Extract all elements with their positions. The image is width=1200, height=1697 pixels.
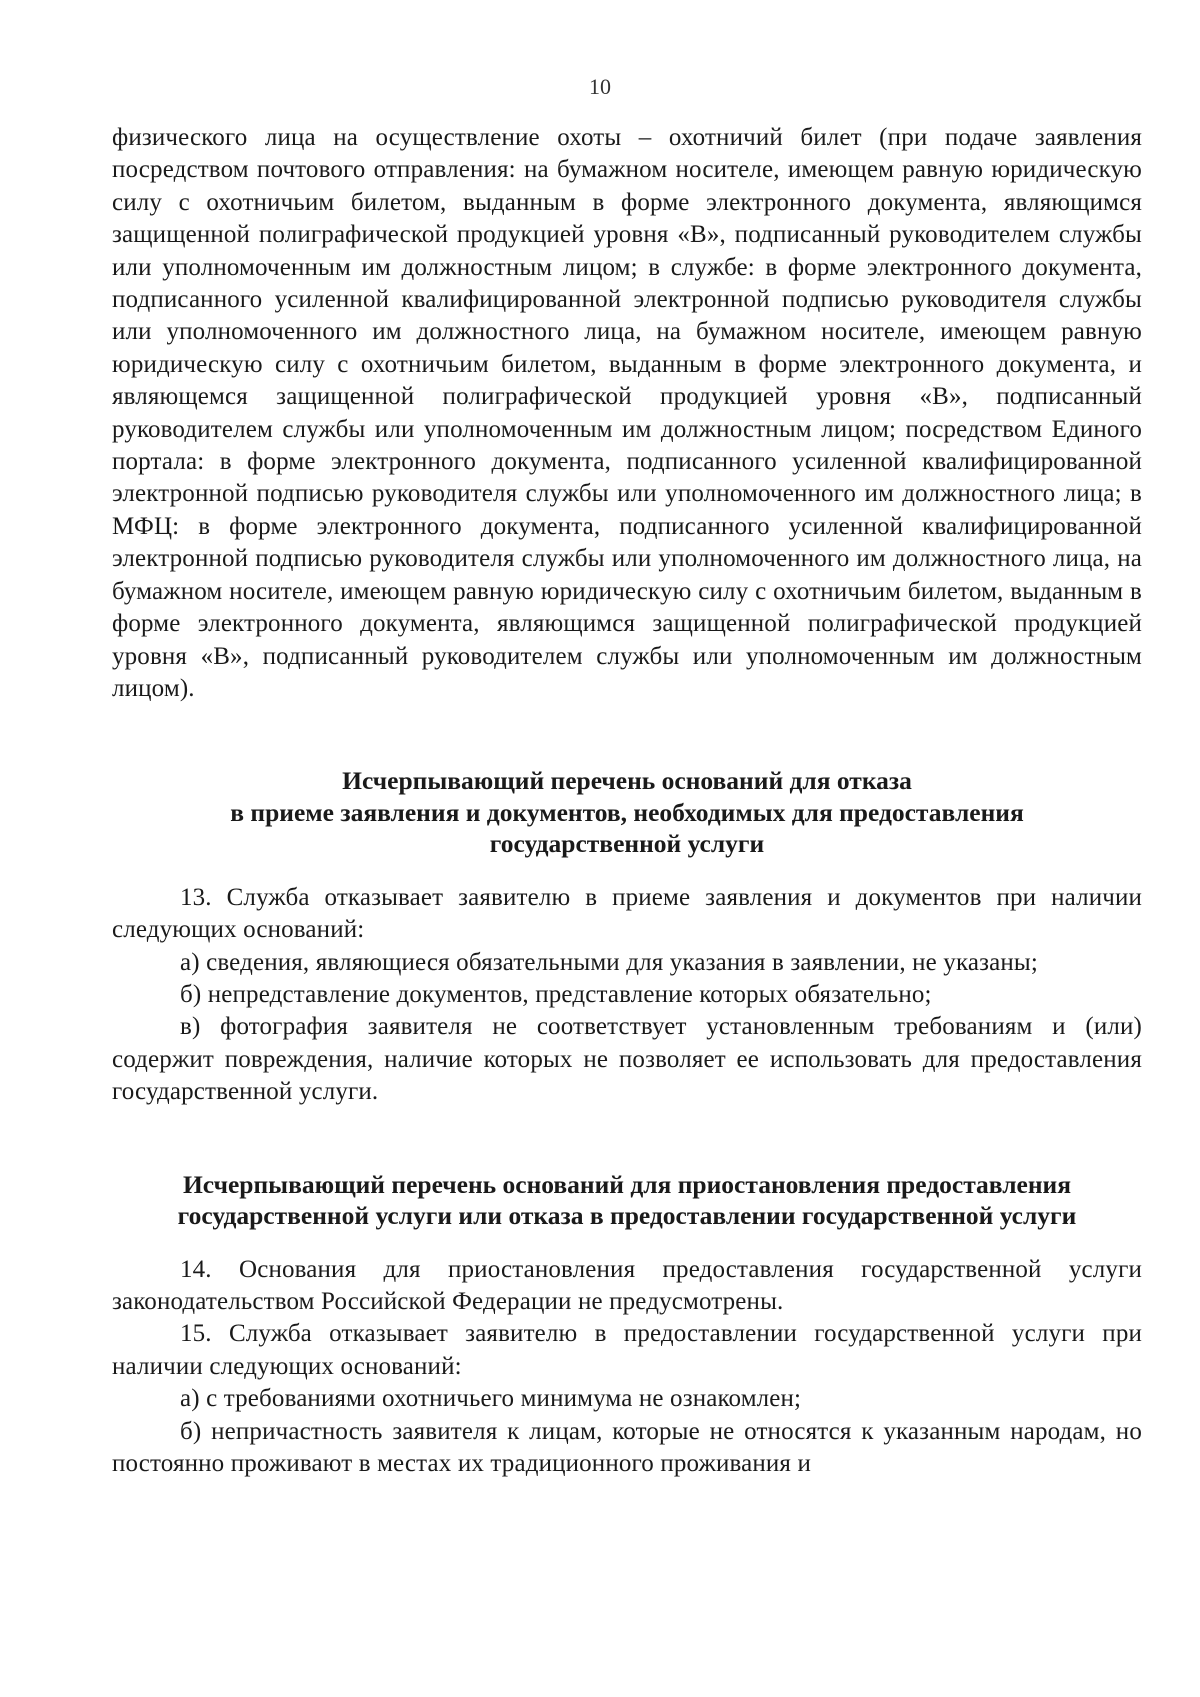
section-heading-suspension-refusal: Исчерпывающий перечень оснований для приостановления предоставления государственной услуги или отказа в предоставлении государственной услуги xyxy=(177,1169,1077,1231)
clause-13-item-a: а) сведения, являющиеся обязательными для указания в заявлении, не указаны; xyxy=(180,948,1038,976)
intro-paragraph: физического лица на осуществление охоты – охотничий билет (при подаче заявления посредством почтового отправления: на бумажном носителе, имеющем равную юридическую силу с охотничьим билетом, выданным в форме электронного документа, являющимся защищенной полиграфической продукцией уровня «В», подписанный руководителем службы или уполномоченным им должностным лицом; в службе: в форме электронного документа, подписанного усиленной квалифицированной электронной подписью руководителя службы или уполномоченного им должностного лица, на бумажном носителе, имеющем равную юридическую силу с охотничьим билетом, выданным в форме электронного документа, и являющемся защищенной полиграфической продукцией уровня «В», подписанный руководителем службы или уполномоченным им должностным лицом; посредством Единого портала: в форме электронного документа, подписанного усиленной квалифицированной электронной подписью руководителя службы или уполномоченного им должностного лица; в МФЦ: в форме электронного документа, подписанного усиленной квалифицированной электронной подписью руководителя службы или уполномоченного им должностного лица, на бумажном носителе, имеющем равную юридическую силу с охотничьим билетом, выданным в форме электронного документа, являющимся защищенной полиграфической продукцией уровня «В», подписанный руководителем службы или уполномоченным им должностным лицом). xyxy=(112,124,1142,702)
clause-15-item-a: а) с требованиями охотничьего минимума не ознакомлен; xyxy=(180,1385,802,1413)
section-heading-refusal-acceptance: Исчерпывающий перечень оснований для отказа в приеме заявления и документов, необходимых для предоставления государственной услуги xyxy=(230,766,1024,859)
clause-13-item-v: в) фотография заявителя не соответствует установленным требованиям и (или) содержит повреждения, наличие которых не позволяет ее использовать для предоставления государственной услуги. xyxy=(112,1013,1142,1106)
clause-14: 14. Основания для приостановления предоставления государственной услуги законодательством Российской Федерации не предусмотрены. xyxy=(112,1255,1142,1316)
page-number: 10 xyxy=(589,74,611,99)
clause-13-item-b: б) непредставление документов, представление которых обязательно; xyxy=(180,981,932,1009)
document-body xyxy=(112,122,1142,1481)
clause-15: 15. Служба отказывает заявителю в предоставлении государственной услуги при наличии следующих оснований: xyxy=(112,1320,1142,1380)
clause-15-item-b: б) непричастность заявителя к лицам, которые не относятся к указанным народам, но постоянно проживают в местах их традиционного проживания и xyxy=(112,1417,1142,1478)
clause-13: 13. Служба отказывает заявителю в приеме заявления и документов при наличии следующих оснований: xyxy=(112,883,1142,944)
